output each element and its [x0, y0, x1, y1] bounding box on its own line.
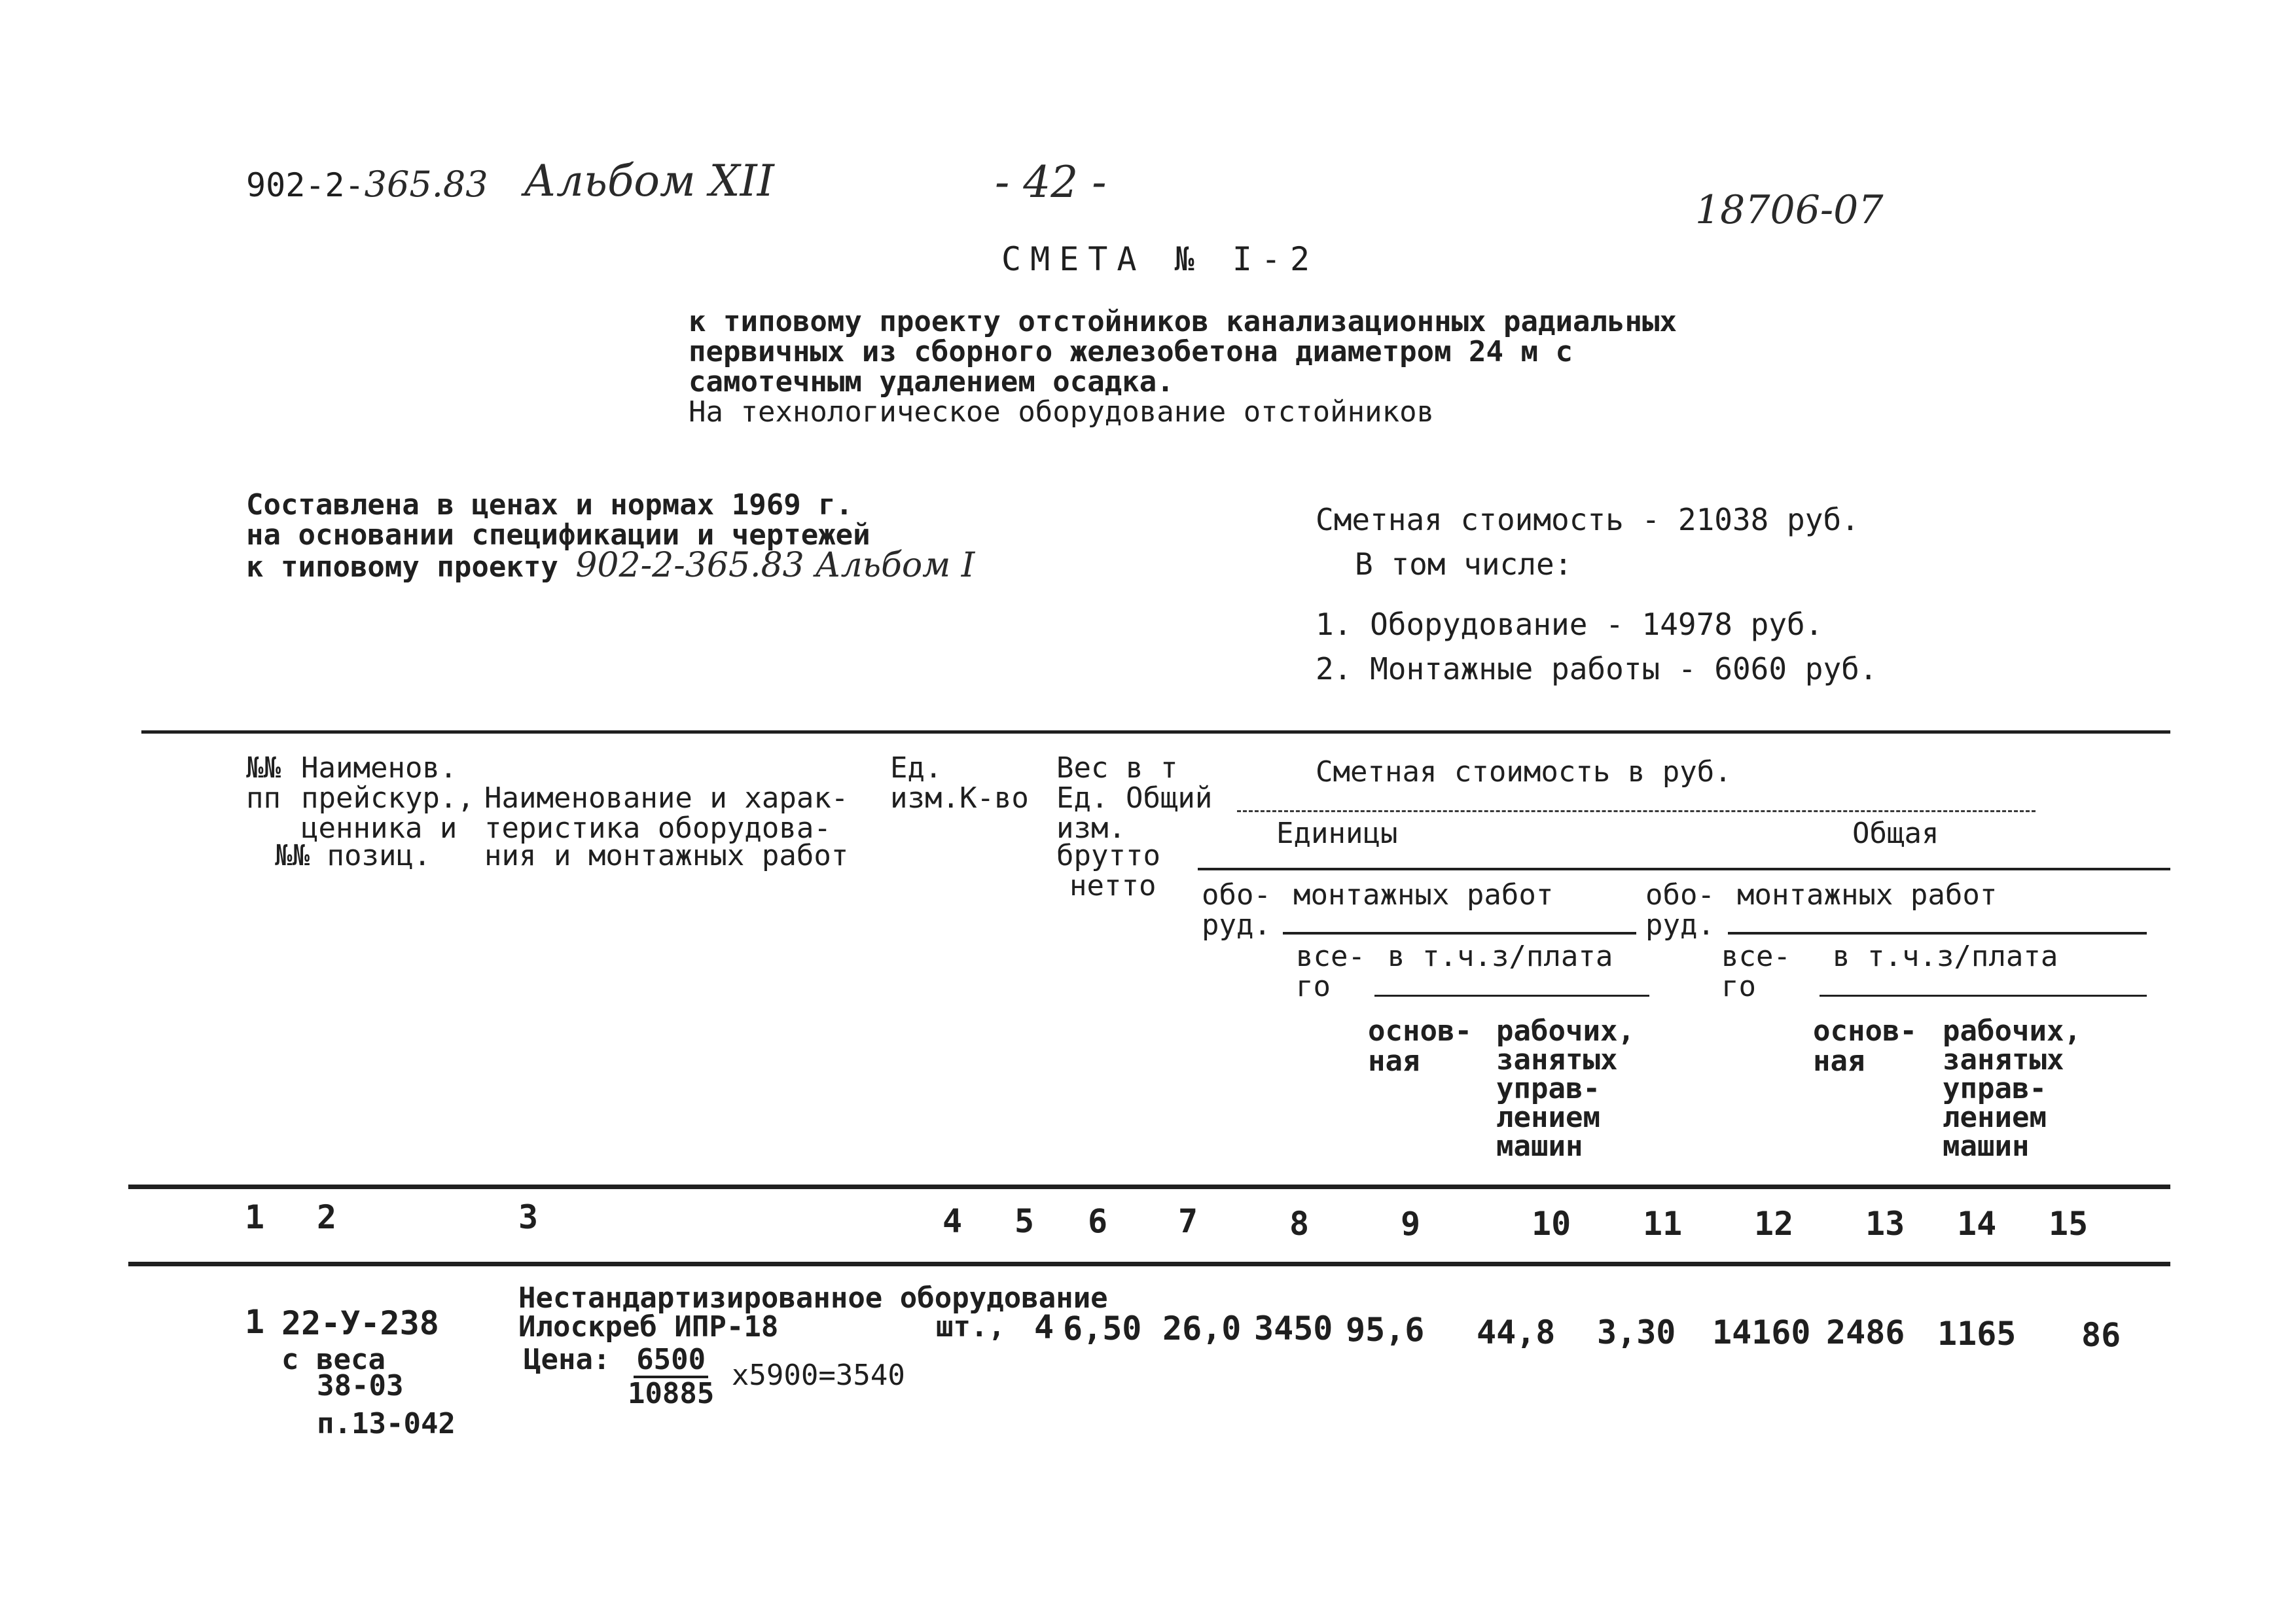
table-top-rule: [141, 730, 2170, 734]
row-unit: шт.,: [936, 1310, 1005, 1344]
row-code-note: 38-03: [317, 1369, 404, 1402]
price-fraction: [628, 1344, 714, 1410]
row-total-install-all: 2486: [1826, 1313, 1905, 1351]
header-weight: Вес в т Ед. Общий изм. брутто нетто: [1056, 751, 1213, 902]
title-line: На технологическое оборудование отстойников: [689, 395, 1435, 429]
doc-code-handwritten: 365.83: [364, 164, 488, 205]
col-number-6: 6: [1088, 1202, 1108, 1240]
price-denominator: 10885: [627, 1377, 715, 1410]
col-number-13: 13: [1865, 1205, 1905, 1243]
compiled-prefix: к типовому проекту: [246, 550, 558, 584]
header-unit-equip: обо- руд.: [1202, 878, 1271, 942]
cost-item-equipment: 1. Оборудование - 14978 руб.: [1316, 607, 1823, 642]
wage-unit-rule: [1374, 995, 1649, 997]
col-number-11: 11: [1643, 1205, 1683, 1243]
col-number-15: 15: [2049, 1205, 2089, 1243]
price-numerator: 6500: [634, 1344, 708, 1378]
row-number: 1: [245, 1303, 265, 1341]
header-unit-all: все- го: [1296, 940, 1365, 1003]
col-number-8: 8: [1289, 1205, 1310, 1243]
header-total-install: монтажных работ: [1737, 878, 1998, 912]
col-number-7: 7: [1178, 1202, 1198, 1240]
compiled-line: Составлена в ценах и нормах 1969 г.: [246, 488, 853, 522]
colnum-bottom-rule: [128, 1262, 2170, 1266]
cost-title-rule: [1237, 810, 2036, 812]
page-title: СМЕТА № I-2: [1001, 240, 1319, 278]
doc-code-printed: 902-2-: [246, 166, 365, 204]
title-description: [689, 306, 1677, 427]
row-group-title: Нестандартизированное оборудование: [518, 1281, 1108, 1315]
col-number-2: 2: [317, 1198, 337, 1236]
row-weight-total: 26,0: [1162, 1310, 1242, 1347]
row-total-equip: 14160: [1712, 1313, 1811, 1351]
install-total-rule: [1728, 932, 2147, 935]
header-total-wage: в т.ч.з/плата: [1833, 940, 2058, 973]
col-number-5: 5: [1014, 1202, 1035, 1240]
col-number-9: 9: [1401, 1205, 1421, 1243]
row-item-name: Илоскреб ИПР-18: [518, 1310, 779, 1344]
title-line: первичных из сборного железобетона диаметром 24 м с: [689, 335, 1573, 368]
title-line: самотечным удалением осадка.: [689, 365, 1174, 399]
header-unit-wage: в т.ч.з/плата: [1388, 940, 1613, 973]
header-unit-machine: рабочих, занятых управ- лением машин: [1496, 1014, 1635, 1163]
row-total-basic: 1165: [1937, 1315, 2017, 1353]
title-line: к типовому проекту отстойников канализационных радиальных: [689, 305, 1677, 338]
row-unit-machine: 3,30: [1597, 1313, 1676, 1351]
row-price: [524, 1344, 905, 1410]
price-label: Цена:: [524, 1343, 611, 1376]
header-unit-qty: Ед. изм.К-во: [890, 751, 1029, 815]
album-handwritten: Альбом XII: [524, 156, 774, 206]
col-number-14: 14: [1957, 1205, 1997, 1243]
compiled-block: [246, 488, 975, 585]
row-code-note: с веса: [281, 1343, 386, 1376]
compiled-line: на основании спецификации и чертежей: [246, 518, 870, 552]
row-unit-basic: 44,8: [1477, 1313, 1556, 1351]
group-rule: [1198, 868, 2170, 870]
cost-including: В том числе:: [1355, 546, 1573, 582]
cost-item-installation: 2. Монтажные работы - 6060 руб.: [1316, 651, 1878, 687]
header-pricelist: Наименов. прейскур., ценника и №№ позиц.: [275, 751, 475, 872]
col-number-3: 3: [518, 1198, 539, 1236]
header-unit-install: монтажных работ: [1293, 878, 1554, 912]
row-code-note: п.13-042: [317, 1407, 456, 1440]
cost-total: Сметная стоимость - 21038 руб.: [1316, 502, 1859, 537]
page-number: - 42 -: [995, 157, 1107, 207]
header-number: №№ пп: [246, 751, 281, 815]
header-total-basic: основ- ная: [1813, 1014, 1917, 1078]
col-number-10: 10: [1532, 1205, 1571, 1243]
compiled-line: [246, 546, 975, 585]
col-number-4: 4: [942, 1202, 963, 1240]
col-number-1: 1: [245, 1198, 265, 1236]
wage-total-rule: [1820, 995, 2147, 997]
header-unit-group: Единицы: [1276, 817, 1398, 850]
install-unit-rule: [1283, 932, 1636, 935]
header-total-group: Общая: [1852, 817, 1939, 850]
header-name: Наименование и харак- теристика оборудова- ния и монтажных работ: [484, 781, 849, 872]
price-formula: x5900=3540: [731, 1359, 905, 1392]
header-bottom-rule: [128, 1185, 2170, 1189]
header-total-machine: рабочих, занятых управ- лением машин: [1943, 1014, 2081, 1163]
row-weight-unit: 6,50: [1063, 1310, 1142, 1347]
reference-number: 18706-07: [1695, 187, 1884, 233]
row-code: 22-У-238: [281, 1304, 439, 1342]
row-total-machine: 86: [2081, 1316, 2121, 1354]
doc-code: [246, 164, 488, 205]
row-unit-install-all: 95,6: [1346, 1311, 1425, 1349]
header-total-all: все- го: [1721, 940, 1791, 1003]
row-unit-equip: 3450: [1254, 1310, 1333, 1347]
header-cost-title: Сметная стоимость в руб.: [1316, 755, 1732, 789]
compiled-handwritten: 902-2-365.83 Альбом I: [575, 546, 975, 585]
row-qty: 4: [1034, 1308, 1054, 1346]
header-total-equip: обо- руд.: [1645, 878, 1715, 942]
header-unit-basic: основ- ная: [1368, 1014, 1472, 1078]
col-number-12: 12: [1754, 1205, 1794, 1243]
